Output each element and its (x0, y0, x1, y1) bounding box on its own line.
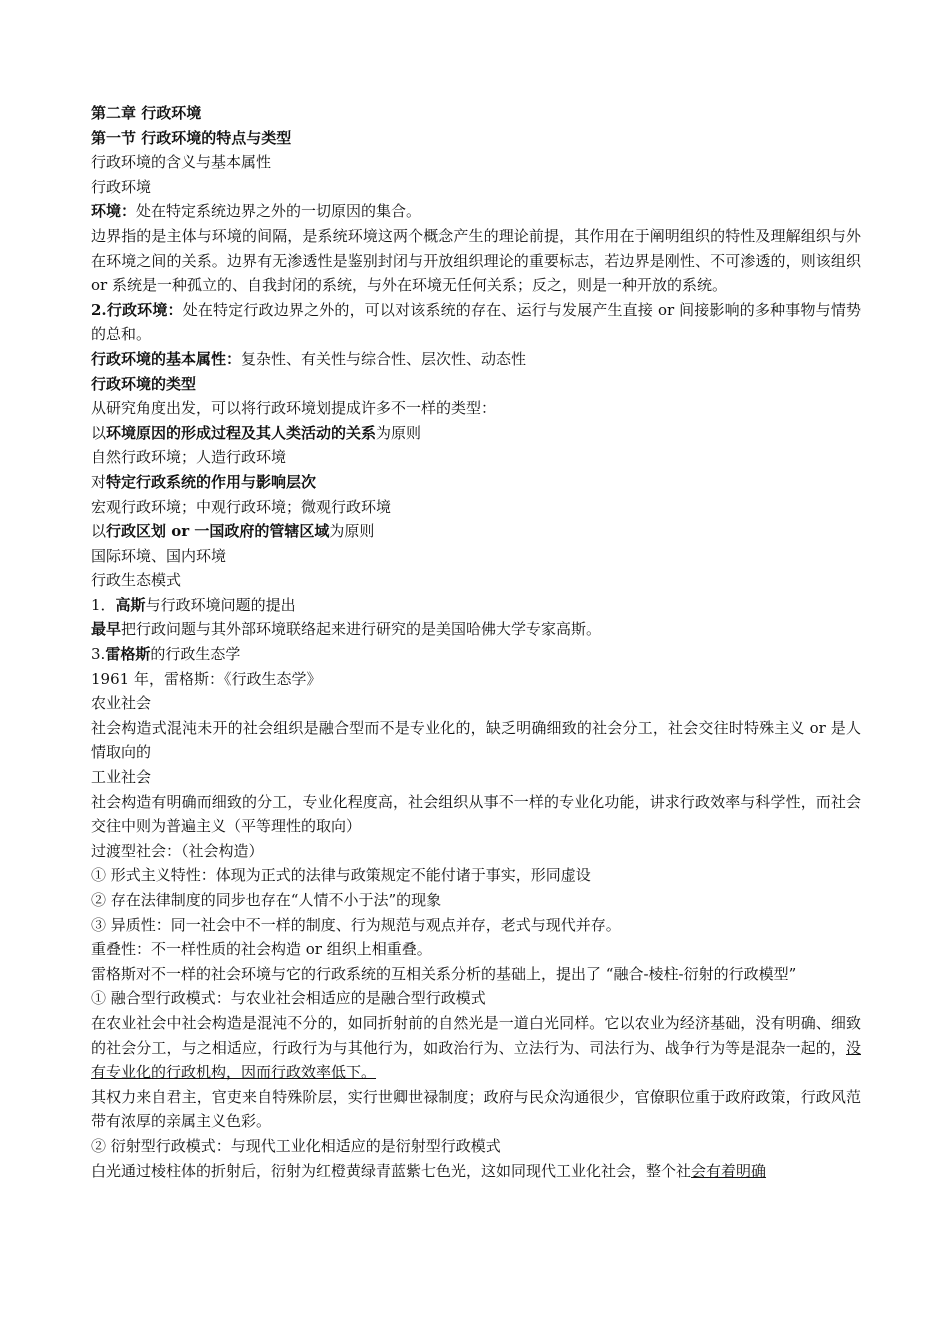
fused-model-text: 在农业社会中社会构造是混沌不分的，如同折射前的自然光是一道白光同样。它以农业为经济基础，没有明确、细致的社会分工，与之相适应，行政行为与其他行为，如政治行为、立法行为、司法行为、战争行为等是混杂一起的， (91, 1013, 861, 1057)
types-heading: 行政环境的类型 (91, 374, 197, 393)
basic-attributes (91, 347, 861, 372)
fused-model-heading: ① 融合型行政模式：与农业社会相适应的是融合型行政模式 (91, 989, 486, 1008)
transitional-item-2: ② 存在法律制度的同步也存在“人情不小于法”的现象 (91, 891, 442, 909)
chapter-title: 第二章 行政环境 (91, 104, 202, 122)
criterion-2-bold: 特定行政系统的作用与影响层次 (106, 472, 317, 491)
document-page (91, 101, 861, 1183)
transitional-item-3: ③ 异质性：同一社会中不一样的制度、行为规范与观点并存，老式与现代并存。 (91, 915, 621, 934)
criterion-3-bold: 行政区划 or 一国政府的管辖区域 (106, 522, 330, 541)
gaus-heading (91, 593, 861, 618)
transitional-heading: 过渡型社会：（社会构造） (91, 841, 264, 860)
eco-model-heading: 行政生态模式 (91, 571, 182, 590)
admin-env-definition (91, 298, 861, 347)
basic-attributes-term: 行政环境的基本属性： (91, 349, 242, 368)
criterion-2-prefix: 对 (91, 472, 107, 491)
diffracted-model-heading: ② 衍射型行政模式：与现代工业化相适应的是衍射型行政模式 (91, 1136, 501, 1155)
earliest-bold: 最早 (91, 620, 122, 639)
section-title: 第一节 行政环境的特点与类型 (91, 128, 292, 147)
transitional-item-1: ① 形式主义特性：体现为正式的法律与政策规定不能付诸于事实，形同虚设 (91, 866, 591, 885)
criterion-1-suffix: 为原则 (376, 423, 422, 442)
earliest-line (91, 617, 861, 642)
earliest-rest: 把行政问题与其外部环境联络起来进行研究的是美国哈佛大学专家高斯。 (121, 620, 602, 639)
subheading-admin-env: 行政环境 (91, 177, 152, 196)
gaus-name: 高斯 (115, 595, 146, 614)
criterion-3-types: 国际环境、国内环境 (91, 546, 227, 565)
boundary-paragraph: 边界指的是主体与环境的间隔，是系统环境这两个概念产生的理论前提，其作用在于阐明组织的特性及理解组织与外在环境之间的关系。边界有无渗透性是鉴别封闭与开放组织理论的重要标志，若边界是刚性、不可渗透的，则该组织 or 系统是一种孤立的、自我封闭的系统，与外在环境无任何关系；反之，则是一种开放的系统。 (91, 226, 861, 295)
riggs-model-paragraph: 雷格斯对不一样的社会环境与它的行政系统的互相关系分析的基础上，提出了 “融合-棱柱-衍射的行政模型” (91, 964, 797, 983)
ind-heading: 工业社会 (91, 768, 152, 787)
riggs-rest: 的行政生态学 (150, 645, 241, 664)
agri-paragraph: 社会构造式混沌未开的社会组织是融合型而不是专业化的，缺乏明确细致的社会分工，社会交往时特殊主义 or 是人情取向的 (91, 718, 861, 762)
gaus-number: 1． (91, 595, 116, 614)
last-line (91, 1159, 861, 1184)
overlap-line: 重叠性：不一样性质的社会构造 or 组织上相重叠。 (91, 940, 432, 959)
agri-heading: 农业社会 (91, 694, 152, 713)
riggs-heading (91, 642, 861, 667)
criterion-3-prefix: 以 (91, 522, 107, 541)
subheading-meaning: 行政环境的含义与基本属性 (91, 153, 272, 172)
power-paragraph: 其权力来自君主，官吏来自特殊阶层，实行世卿世禄制度；政府与民众沟通很少，官僚职位重于政府政策，行政风范带有浓厚的亲属主义色彩。 (91, 1087, 861, 1131)
gaus-rest: 与行政环境问题的提出 (145, 595, 296, 614)
types-intro: 从研究角度出发，可以将行政环境划提成许多不一样的类型： (91, 399, 497, 418)
criterion-1-types: 自然行政环境；人造行政环境 (91, 448, 287, 467)
criterion-3 (91, 519, 861, 544)
criterion-2-types: 宏观行政环境；中观行政环境；微观行政环境 (91, 497, 392, 516)
fused-model-underlined: 没有专业化的行政机构，因而行政效率低下。 (91, 1038, 861, 1082)
basic-attributes-text: 复杂性、有关性与综合性、层次性、动态性 (241, 349, 527, 368)
criterion-1-bold: 环境原因的形成过程及其人类活动的关系 (106, 423, 377, 442)
criterion-1 (91, 421, 861, 446)
env-definition-term: 环境： (91, 202, 137, 221)
criterion-2 (91, 470, 861, 495)
last-line-underlined: 会有着明确 (691, 1161, 767, 1180)
riggs-book: 1961 年，雷格斯：《行政生态学》 (91, 669, 322, 688)
env-definition-text: 处在特定系统边界之外的一切原因的集合。 (136, 202, 422, 221)
ind-paragraph: 社会构造有明确而细致的分工，专业化程度高，社会组织从事不一样的专业化功能，讲求行政效率与科学性，而社会交往中则为普遍主义（平等理性的取向） (91, 792, 861, 836)
last-line-text: 白光通过棱柱体的折射后，衍射为红橙黄绿青蓝紫七色光，这如同现代工业化社会，整个社 (91, 1161, 692, 1180)
criterion-3-suffix: 为原则 (329, 522, 375, 541)
fused-model-paragraph (91, 1011, 861, 1085)
criterion-1-prefix: 以 (91, 423, 107, 442)
riggs-name: 雷格斯 (105, 645, 151, 664)
admin-env-term: 2.行政环境： (91, 300, 183, 319)
riggs-number: 3. (91, 645, 106, 664)
admin-env-text: 处在特定行政边界之外的，可以对该系统的存在、运行与发展产生直接 or 间接影响的多种事物与情势的总和。 (91, 300, 861, 344)
env-definition (91, 199, 861, 224)
